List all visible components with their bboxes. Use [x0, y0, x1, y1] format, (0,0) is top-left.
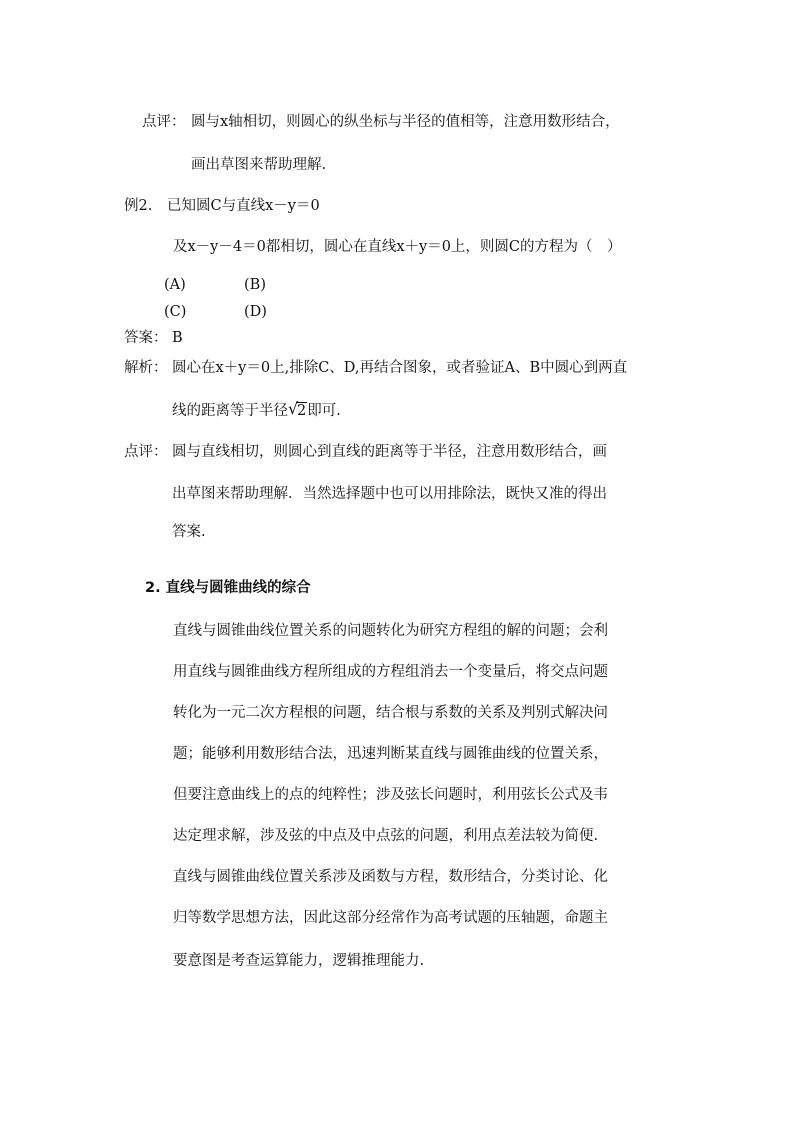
- comment-label: 点评：: [142, 114, 186, 130]
- section-paragraph-line: 直线与圆锥曲线位置关系涉及函数与方程，数形结合，分类讨论、化: [173, 869, 608, 885]
- comment-text: 答案.: [172, 524, 206, 540]
- example-text: 已知圆C与直线x－y＝0: [167, 198, 320, 214]
- sqrt-radicand: 2: [297, 403, 307, 419]
- option-d: (D): [244, 304, 267, 320]
- section-heading: 2. 直线与圆锥曲线的综合: [145, 580, 311, 596]
- comment-text: 画出草图来帮助理解.: [191, 157, 327, 173]
- analysis-text: 圆心在x＋y＝0上,排除C、D,再结合图象，或者验证A、B中圆心到两直: [172, 360, 628, 376]
- example-text: 及x－y－4＝0都相切，圆心在直线x＋y＝0上，则圆C的方程为（ ）: [173, 239, 622, 255]
- option-c: (C): [164, 304, 187, 320]
- analysis-text-post: 即可.: [307, 403, 341, 419]
- analysis-text: [172, 401, 341, 421]
- section-paragraph-line: 归等数学思想方法，因此这部分经常作为高考试题的压轴题，命题主: [173, 910, 608, 926]
- option-a: (A): [164, 277, 186, 293]
- section-paragraph-line: 题；能够利用数形结合法，迅速判断某直线与圆锥曲线的位置关系，: [173, 746, 608, 762]
- section-paragraph-line: 要意图是考查运算能力，逻辑推理能力.: [173, 953, 425, 969]
- comment-text: 圆与x轴相切，则圆心的纵坐标与半径的值相等，注意用数形结合，: [191, 114, 620, 130]
- answer-value: B: [172, 330, 183, 346]
- section-paragraph-line: 用直线与圆锥曲线方程所组成的方程组消去一个变量后，将交点问题: [173, 664, 608, 680]
- analysis-label: 解析：: [124, 360, 168, 376]
- comment-text: 出草图来帮助理解．当然选择题中也可以用排除法，既快又准的得出: [172, 486, 607, 502]
- sqrt-symbol: √ 2: [288, 399, 307, 419]
- section-paragraph-line: 但要注意曲线上的点的纯粹性；涉及弦长问题时，利用弦长公式及韦: [173, 787, 608, 803]
- answer-label: 答案：: [124, 330, 168, 346]
- section-paragraph-line: 达定理求解，涉及弦的中点及中点弦的问题，利用点差法较为简便.: [173, 828, 599, 844]
- section-paragraph-line: 转化为一元二次方程根的问题，结合根与系数的关系及判别式解决问: [173, 705, 608, 721]
- section-paragraph-line: 直线与圆锥曲线位置关系的问题转化为研究方程组的解的问题；会利: [173, 623, 608, 639]
- comment-label: 点评：: [124, 444, 168, 460]
- analysis-text-pre: 线的距离等于半径: [172, 403, 288, 419]
- option-b: (B): [244, 277, 266, 293]
- comment-text: 圆与直线相切，则圆心到直线的距离等于半径，注意用数形结合，画: [172, 444, 607, 460]
- example-label: 例2.: [124, 198, 153, 214]
